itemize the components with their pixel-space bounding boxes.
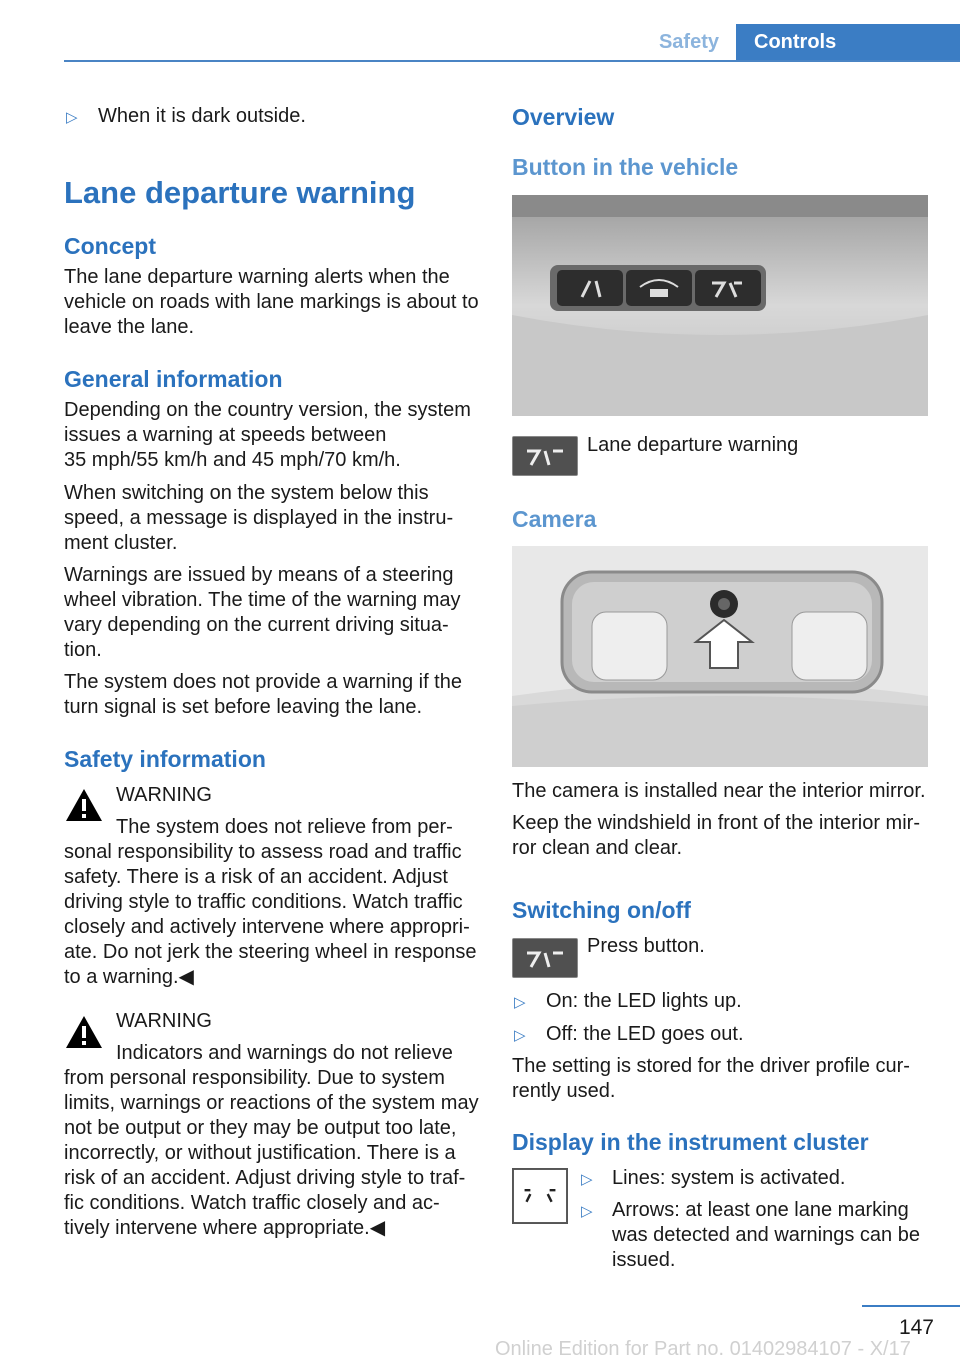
general-line: 35 mph/55 km/h and 45 mph/70 km/h. [64,449,401,471]
camera-heading: Camera [512,506,597,532]
warning-line: risk of an accident. Adjust driving style to traf‐ [64,1167,466,1189]
tab-controls[interactable]: Controls [736,24,960,61]
press-button-text: Press button. [587,935,705,957]
general-line: tion. [64,639,102,661]
tab-safety[interactable]: Safety [658,31,719,53]
concept-line: leave the lane. [64,316,195,338]
camera-line: Keep the windshield in front of the interior mir‐ [512,812,920,834]
section-title: Lane departure warning [64,175,416,210]
warning-line: limits, warnings or reactions of the system may [64,1092,479,1114]
general-line: issues a warning at speeds between [64,424,387,446]
lane-departure-label: Lane departure warning [587,434,799,456]
warning-triangle-icon [64,787,104,823]
page-number: 147 [898,1316,934,1339]
off-text: Off: the LED goes out. [546,1023,744,1045]
general-line: The system does not provide a warning if the [64,671,462,693]
general-line: ment cluster. [64,532,178,554]
general-line: speed, a message is displayed in the instru‐ [64,507,454,529]
warning-line: not be output or they may be output too late, [64,1117,457,1139]
arrows-line: Arrows: at least one lane marking [612,1199,909,1221]
general-line: When switching on the system below this [64,482,429,504]
general-line: vary depending on the current driving situa‐ [64,614,449,636]
bullet-icon: ▷ [581,1203,593,1220]
warning-line: from personal responsibility. Due to system [64,1067,445,1089]
warning-line: tively intervene where appropriate.◀ [64,1217,386,1239]
lines-text: Lines: system is activated. [612,1167,846,1189]
warning-line: to a warning.◀ [64,966,194,988]
warning-line: ate. Do not jerk the steering wheel in response [64,941,477,963]
concept-line: vehicle on roads with lane markings is about to [64,291,479,313]
warning-triangle-icon [64,1014,104,1050]
safety-heading: Safety information [64,746,266,772]
general-line: Warnings are issued by means of a steering [64,564,454,586]
camera-line: ror clean and clear. [512,837,683,859]
camera-line: The camera is installed near the interior mirror. [512,780,926,802]
arrows-line: issued. [612,1249,676,1271]
warning-line: driving style to traffic conditions. Watch traffic [64,891,463,913]
warning-line: Indicators and warnings do not relieve [116,1042,453,1064]
bullet-icon: ▷ [514,994,526,1011]
warning-line: fic conditions. Watch traffic closely and ac‐ [64,1192,440,1214]
camera-image [512,546,928,767]
header-rule [64,60,960,62]
warning-line: incorrectly, or without justification. There is a [64,1142,456,1164]
arrows-line: was detected and warnings can be [612,1224,920,1246]
button-panel-image [512,195,928,416]
concept-heading: Concept [64,233,156,259]
switch-heading: Switching on/off [512,897,691,923]
warning-label: WARNING [116,784,212,806]
bullet-icon: ▷ [514,1027,526,1044]
general-line: Depending on the country version, the system [64,399,471,421]
general-heading: General information [64,366,283,392]
button-heading: Button in the vehicle [512,154,739,180]
warning-line: safety. There is a risk of an accident. Adjust [64,866,448,888]
concept-line: The lane departure warning alerts when the [64,266,450,288]
setting-line: The setting is stored for the driver profile cur‐ [512,1055,910,1077]
display-heading: Display in the instrument cluster [512,1129,869,1155]
bullet-text: When it is dark outside. [98,105,306,127]
footer-edition: Online Edition for Part no. 01402984107 - X/17 [495,1338,911,1360]
footer-rule [862,1305,960,1307]
lane-departure-button-icon [512,436,578,476]
general-line: turn signal is set before leaving the lane. [64,696,422,718]
lane-display-icon [512,1168,568,1224]
warning-label: WARNING [116,1010,212,1032]
lane-departure-button-icon [512,938,578,978]
overview-heading: Overview [512,104,615,130]
setting-line: rently used. [512,1080,616,1102]
bullet-icon: ▷ [581,1171,593,1188]
warning-line: sonal responsibility to assess road and traffic [64,841,462,863]
warning-line: The system does not relieve from per‐ [116,816,453,838]
bullet-icon: ▷ [66,109,78,126]
general-line: wheel vibration. The time of the warning may [64,589,461,611]
on-text: On: the LED lights up. [546,990,742,1012]
warning-line: closely and actively intervene where appropri‐ [64,916,470,938]
